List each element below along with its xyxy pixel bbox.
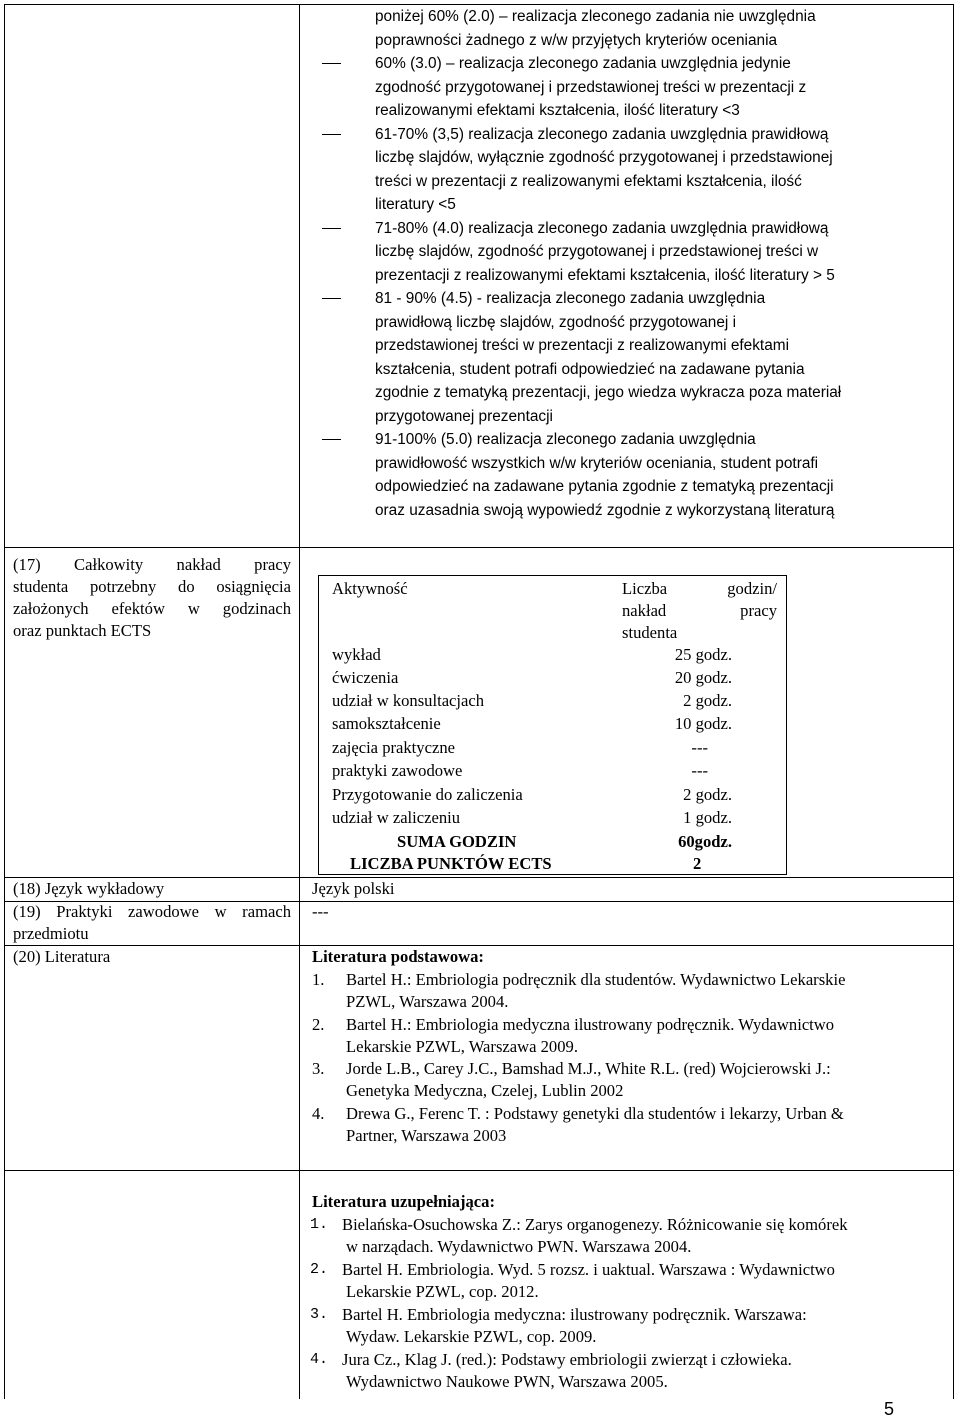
sum-value: 60godz.	[678, 832, 732, 851]
literature-line: Jura Cz., Klag J. (red.): Podstawy embriologii zwierząt i człowieka.	[342, 1350, 792, 1369]
activity-hours: ---	[691, 738, 708, 757]
literature-line: Bartel H.: Embriologia podręcznik dla studentów. Wydawnictwo Lekarskie	[346, 970, 846, 989]
criterion-line: realizowanymi efektami kształcenia, ilość literatury <3	[375, 102, 740, 119]
criterion-line: przedstawionej treści w prezentacji z realizowanymi efektami	[375, 337, 789, 354]
label-line: założonych efektów w godzinach	[13, 599, 291, 618]
section-19-label	[13, 901, 291, 945]
criterion-line: oraz uzasadnia swoją wypowiedź zgodnie z wykorzystaną literaturą	[375, 501, 835, 519]
literature-line: Lekarskie PZWL, cop. 2012.	[346, 1282, 539, 1301]
grading-criteria	[375, 5, 950, 522]
label-line: oraz punktach ECTS	[13, 621, 152, 640]
criterion-line: liczbę slajdów, zgodność przygotowanej i przedstawionej treści w	[375, 243, 819, 260]
criterion-line: zgodność przygotowanej i przedstawionej treści w prezentacji z	[375, 78, 807, 96]
ects-value: 2	[693, 854, 702, 873]
criterion-item	[375, 5, 950, 52]
criterion-line: treści w prezentacji z realizowanymi efektami kształcenia, ilość	[375, 172, 802, 190]
criterion-line: kształcenia, student potrafi odpowiedzieć na zadawane pytania	[375, 360, 805, 378]
internship-value: ---	[312, 902, 329, 921]
criterion-item	[375, 428, 950, 522]
row-divider	[4, 1170, 954, 1171]
literature-line: Wydaw. Lekarskie PZWL, cop. 2009.	[346, 1327, 597, 1346]
activity-name: wykład	[332, 645, 381, 664]
literature-line: Bartel H. Embriologia medyczna: ilustrowany podręcznik. Warszawa:	[342, 1305, 807, 1324]
literature-line: Jorde L.B., Carey J.C., Bamshad M.J., White R.L. (red) Wojcierowski J.:	[346, 1059, 831, 1078]
activity-hours: 1 godz.	[683, 808, 732, 827]
section-17-label	[13, 554, 291, 642]
hours-header-line: studenta	[622, 623, 678, 642]
criterion-item	[375, 52, 950, 123]
criterion-line: przygotowanej prezentacji	[375, 407, 553, 425]
list-number: 1.	[310, 1216, 329, 1233]
activity-name: Przygotowanie do zaliczenia	[332, 785, 523, 804]
list-number: 1.	[312, 970, 325, 989]
dash-bullet	[322, 439, 341, 440]
hours-header-line: Liczba godzin/	[622, 579, 777, 598]
dash-bullet	[322, 228, 341, 229]
activity-name: ćwiczenia	[332, 668, 399, 687]
list-number: 2.	[310, 1261, 329, 1278]
list-number: 4.	[310, 1351, 329, 1368]
activity-hours: ---	[691, 761, 708, 780]
literature-line: PZWL, Warszawa 2004.	[346, 992, 509, 1011]
criterion-line: 91-100% (5.0) realizacja zleconego zadania uwzględnia	[375, 431, 756, 448]
label-line: (17) Całkowity nakład pracy	[13, 555, 291, 574]
literature-line: Wydawnictwo Naukowe PWN, Warszawa 2005.	[346, 1372, 668, 1391]
activity-hours: 2 godz.	[683, 785, 732, 804]
literature-line: Partner, Warszawa 2003	[346, 1126, 507, 1145]
criterion-line: zgodnie z tematyką prezentacji, jego wiedza wykracza poza materiał	[375, 384, 842, 401]
criterion-line: 71-80% (4.0) realizacja zleconego zadania uwzględnia prawidłową	[375, 219, 829, 237]
literature-line: Drewa G., Ferenc T. : Podstawy genetyki dla studentów i lekarzy, Urban &	[346, 1104, 844, 1123]
row-divider	[4, 547, 954, 548]
criterion-line: prezentacji z realizowanymi efektami kształcenia, ilość literatury > 5	[375, 266, 835, 284]
criterion-line: poniżej 60% (2.0) – realizacja zleconego zadania nie uwzględnia	[375, 8, 816, 25]
activity-header: Aktywność	[332, 579, 408, 598]
column-divider	[299, 1170, 300, 1399]
criterion-line: 61-70% (3,5) realizacja zleconego zadania uwzględnia prawidłową	[375, 125, 829, 143]
activity-name: udział w zaliczeniu	[332, 808, 461, 827]
dash-bullet	[322, 298, 341, 299]
criterion-item	[375, 217, 950, 288]
criterion-line: prawidłową liczbę slajdów, zgodność przygotowanej i	[375, 313, 737, 331]
basic-literature-title: Literatura podstawowa:	[312, 947, 484, 966]
activity-name: praktyki zawodowe	[332, 761, 463, 780]
criterion-line: liczbę slajdów, wyłącznie zgodność przygotowanej i przedstawionej	[375, 149, 833, 166]
page-number: 5	[884, 1399, 895, 1419]
section-20-label: (20) Literatura	[13, 947, 111, 966]
literature-line: Bartel H. Embriologia. Wyd. 5 rozsz. i uaktual. Warszawa : Wydawnictwo	[342, 1260, 835, 1279]
criterion-item	[375, 287, 950, 428]
list-number: 2.	[312, 1015, 325, 1034]
activity-hours: 20 godz.	[674, 668, 732, 687]
label-line: studenta potrzebny do osiągnięcia	[13, 577, 291, 596]
hours-header-line: nakład pracy	[622, 601, 777, 620]
literature-line: Genetyka Medyczna, Czelej, Lublin 2002	[346, 1081, 624, 1100]
criterion-line: literatury <5	[375, 196, 456, 213]
activity-hours: 2 godz.	[683, 691, 732, 710]
sum-label: SUMA GODZIN	[397, 832, 517, 851]
label-line: przedmiotu	[13, 924, 89, 943]
literature-line: Bartel H.: Embriologia medyczna ilustrowany podręcznik. Wydawnictwo	[346, 1015, 835, 1034]
list-number: 3.	[310, 1306, 329, 1323]
criterion-line: 60% (3.0) – realizacja zleconego zadania uwzględnia jedynie	[375, 55, 791, 72]
activity-name: samokształcenie	[332, 714, 441, 733]
label-line: (19) Praktyki zawodowe w ramach	[13, 902, 291, 921]
literature-line: Lekarskie PZWL, Warszawa 2009.	[346, 1037, 578, 1056]
dash-bullet	[322, 63, 341, 64]
activity-name: zajęcia praktyczne	[332, 738, 455, 757]
activity-name: udział w konsultacjach	[332, 691, 485, 710]
criterion-line: prawidłowość wszystkich w/w kryteriów oceniania, student potrafi	[375, 454, 819, 472]
criterion-line: poprawności żadnego z w/w przyjętych kryteriów oceniania	[375, 31, 778, 49]
language-value: Język polski	[312, 879, 395, 898]
section-18-label: (18) Język wykładowy	[13, 879, 165, 898]
literature-line: Bielańska-Osuchowska Z.: Zarys organogenezy. Różnicowanie się komórek	[342, 1215, 848, 1234]
criterion-item	[375, 123, 950, 217]
literature-line: w narządach. Wydawnictwo PWN. Warszawa 2004.	[346, 1237, 692, 1256]
list-number: 3.	[312, 1059, 325, 1078]
column-divider	[299, 4, 300, 1170]
dash-bullet	[322, 134, 341, 135]
criterion-line: 81 - 90% (4.5) - realizacja zleconego zadania uwzględnia	[375, 290, 766, 307]
list-number: 4.	[312, 1104, 325, 1123]
ects-label: LICZBA PUNKTÓW ECTS	[350, 854, 552, 873]
activity-hours: 25 godz.	[674, 645, 732, 664]
criterion-line: odpowiedzieć na zadawane pytania zgodnie z tematyką prezentacji	[375, 478, 834, 495]
supplementary-literature-title: Literatura uzupełniająca:	[312, 1192, 495, 1211]
activity-hours: 10 godz.	[674, 714, 732, 733]
